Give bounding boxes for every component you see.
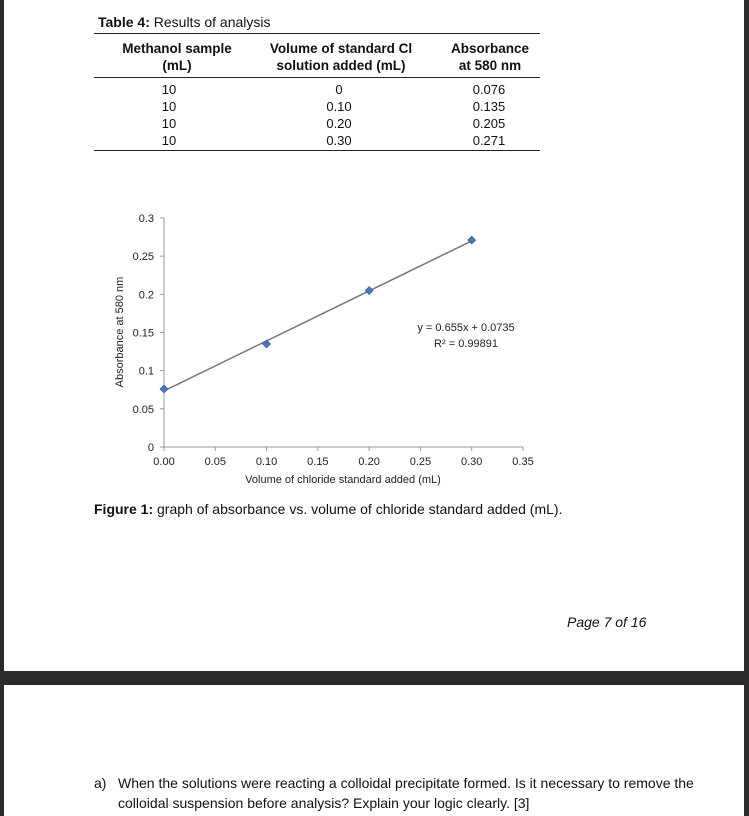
header-line: at 580 nm [458,58,522,73]
table-caption-text: Results of analysis [149,14,271,30]
y-tick-label: 0.25 [132,251,154,264]
table-cell: 0.30 [326,133,352,148]
table-cell: 10 [161,116,177,131]
table-cell: 0.271 [472,133,506,148]
trendline [164,241,472,391]
x-tick-label: 0.30 [461,456,483,468]
x-tick-label: 0.35 [512,456,534,468]
table-caption-label: Table 4: [98,14,150,30]
chart-r-squared: R² = 0.99891 [434,338,498,350]
table-cell: 0.076 [472,82,506,97]
table-cell: 0.135 [472,99,506,114]
header-line: Methanol sample [122,41,232,56]
header-line: (mL) [162,58,192,73]
table-cell: 0.205 [472,116,506,131]
header-line: Volume of standard Cl [269,41,413,56]
chart-y-axis-label: Absorbance at 580 nm [114,276,126,388]
x-tick-label: 0.15 [307,456,329,468]
x-tick-label: 0.20 [358,456,380,468]
page-number: Page 7 of 16 [567,614,647,630]
x-tick-label: 0.00 [153,456,175,468]
question-text: When the solutions were reacting a colloidal precipitate formed. Is it necessary to remove the colloidal suspension before analysis? Explain your logic clearly. [3] [118,775,694,811]
chart-x-axis-label: Volume of chloride standard added (mL) [245,474,441,486]
header-line: Absorbance [450,41,530,56]
x-tick-label: 0.25 [409,456,432,468]
data-point [263,340,271,348]
x-tick-label: 0.05 [204,456,226,468]
table-cell: 10 [161,133,177,148]
y-tick-label: 0 [147,442,154,454]
figure-caption-label: Figure 1: [94,501,154,517]
table-cell: 10 [161,82,177,97]
y-tick-label: 0.3 [138,213,154,225]
y-tick-label: 0.2 [138,289,154,302]
data-point [365,287,373,295]
table-cell: 0.20 [326,116,352,131]
y-tick-label: 0.1 [138,365,154,378]
document-page-7 [4,0,744,671]
table-cell: 0 [335,82,343,97]
data-point [160,385,168,393]
question-number: a) [94,775,107,791]
table-cell: 10 [161,99,177,114]
chart-trendline [164,241,472,391]
chart-equation: y = 0.655x + 0.0735 [417,322,515,334]
absorbance-chart [4,0,744,500]
header-line: solution added (mL) [276,58,406,73]
y-tick-label: 0.05 [132,403,154,416]
y-tick-label: 0.15 [132,327,154,340]
figure-caption [94,501,562,517]
document-page-8 [4,685,744,816]
figure-caption-text: graph of absorbance vs. volume of chloride standard added (mL). [153,501,563,517]
table-cell: 0.10 [326,99,352,114]
x-tick-label: 0.10 [255,456,278,468]
